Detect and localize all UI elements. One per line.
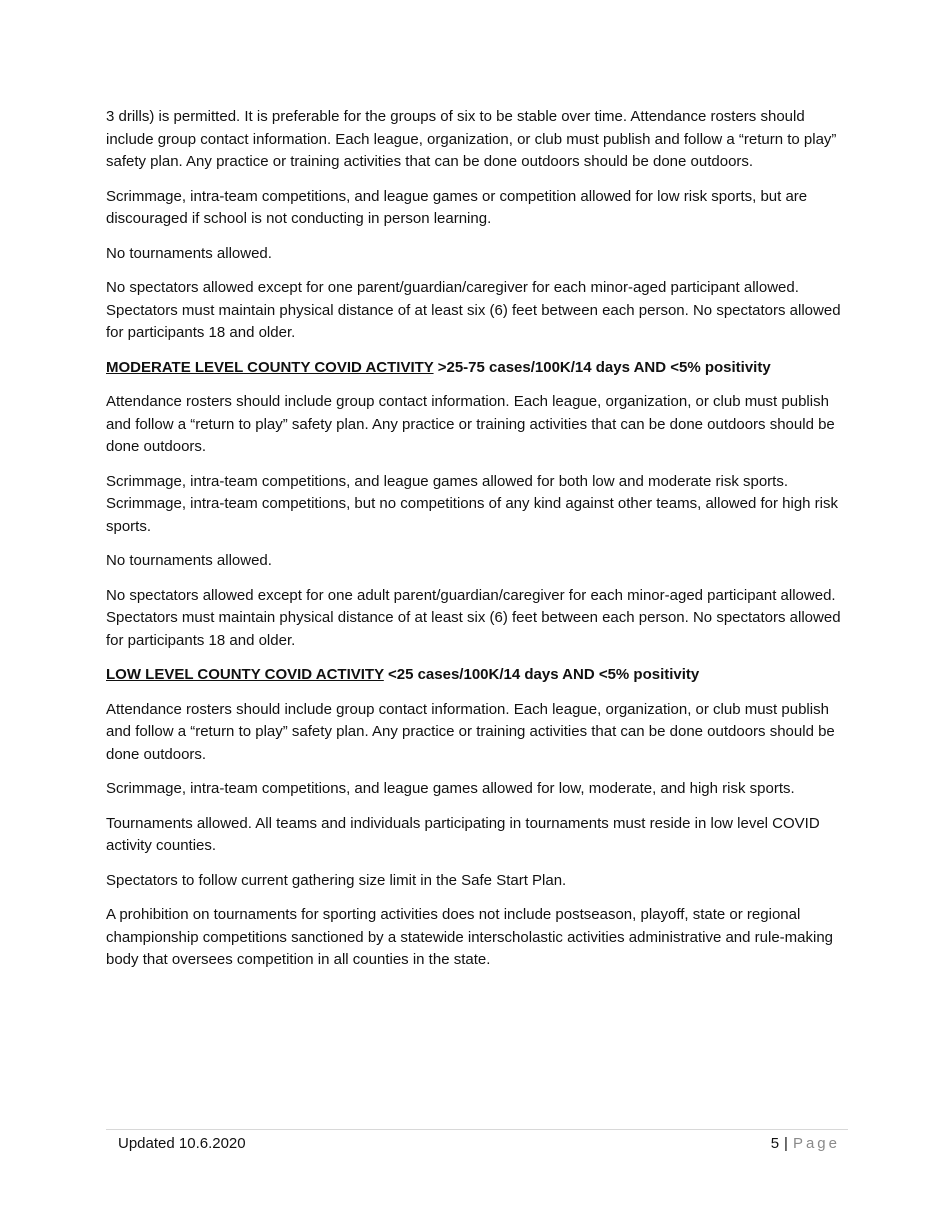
paragraph: 3 drills) is permitted. It is preferable for the groups of six to be stable over time. Attendance rosters should include group contact information. Each league, organization, or club must publish and follow a “return to play” safety plan. Any practice or training activities that can be done outdoors should be done outdoors. xyxy=(106,108,837,170)
section-heading-low xyxy=(106,664,848,687)
section-heading-title: MODERATE LEVEL COUNTY COVID ACTIVITY xyxy=(106,358,434,376)
paragraph: No tournaments allowed. xyxy=(106,244,272,262)
section-heading-moderate xyxy=(106,357,848,380)
paragraph: No tournaments allowed. xyxy=(106,552,272,569)
document-body xyxy=(106,106,848,984)
section-heading-title: LOW LEVEL COUNTY COVID ACTIVITY xyxy=(106,666,384,683)
paragraph: Attendance rosters should include group contact information. Each league, organization, or club must publish and follow a “return to play” safety plan. Any practice or training activities that can be done outdoors should be done outdoors. xyxy=(106,700,835,763)
section-heading-criteria: >25-75 cases/100K/14 days AND <5% positivity xyxy=(433,358,771,376)
page-number: 5 xyxy=(770,1135,780,1152)
paragraph: Spectators to follow current gathering size limit in the Safe Start Plan. xyxy=(106,871,567,889)
paragraph: Attendance rosters should include group contact information. Each league, organization, or club must publish and follow a “return to play” safety plan. Any practice or training activities that can be done outdoors should be done outdoors. xyxy=(106,393,835,455)
paragraph: No spectators allowed except for one parent/guardian/caregiver for each minor-aged participant allowed. Spectators must maintain physical distance of at least six (6) feet between each person. No spectators allowed for participants 18 and older. xyxy=(106,279,841,341)
footer-separator: | xyxy=(784,1135,788,1152)
paragraph: Tournaments allowed. All teams and individuals participating in tournaments must reside in low level COVID activity counties. xyxy=(106,814,820,854)
paragraph: Scrimmage, intra-team competitions, and league games allowed for low, moderate, and high risk sports. xyxy=(106,780,795,797)
footer-updated-date: Updated 10.6.2020 xyxy=(118,1135,246,1152)
footer-page-indicator xyxy=(771,1133,840,1155)
paragraph: Scrimmage, intra-team competitions, and league games allowed for both low and moderate risk sports. Scrimmage, intra-team competitions, but no competitions of any kind against other teams, allowed for high risk sports. xyxy=(106,472,839,535)
paragraph: A prohibition on tournaments for sporting activities does not include postseason, playoff, state or regional championship competitions sanctioned by a statewide interscholastic activities administrative and rule-making body that oversees competition in all counties in the state. xyxy=(106,906,834,968)
paragraph: Scrimmage, intra-team competitions, and league games or competition allowed for low risk sports, but are discouraged if school is not conducting in person learning. xyxy=(106,187,808,227)
page-label: Page xyxy=(792,1135,840,1152)
paragraph: No spectators allowed except for one adult parent/guardian/caregiver for each minor-aged participant allowed. Spectators must maintain physical distance of at least six (6) feet between each person. No spectators allowed for participants 18 and older. xyxy=(106,586,841,649)
section-heading-criteria: <25 cases/100K/14 days AND <5% positivity xyxy=(383,666,700,683)
page-footer xyxy=(106,1129,848,1160)
